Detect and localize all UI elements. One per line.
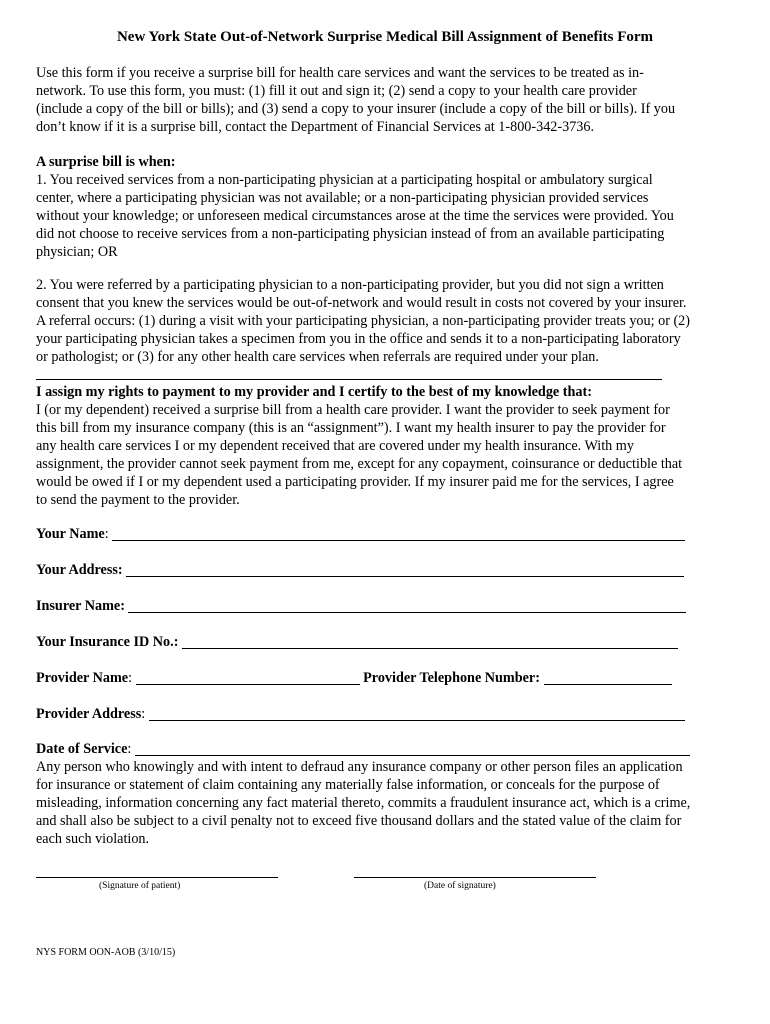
case2-line: 2. You were referred by a participating physician to a non-participating provider, but you did not sign a written [36, 277, 664, 293]
signature-caption: (Signature of patient) [99, 881, 181, 891]
section-divider [36, 379, 662, 380]
fraud-line: and shall also be subject to a civil penalty not to exceed five thousand dollars and the stated value of the claim for [36, 813, 682, 829]
date-of-service-input[interactable] [135, 741, 690, 756]
form-footer: NYS FORM OON-AOB (3/10/15) [36, 947, 176, 958]
case2-line: consent that you knew the services would be out-of-network and would result in costs not covered by your insurer. [36, 295, 687, 311]
fraud-line: Any person who knowingly and with intent to defraud any insurance company or other person files an application [36, 759, 683, 775]
case2-line: A referral occurs: (1) during a visit with your participating physician, a non-participating provider treats you; or (2) [36, 313, 691, 329]
date-of-service-label: Date of Service [36, 741, 128, 757]
case2-line: your participating physician takes a specimen from you in the office and sends it to a non-participating laboratory [36, 331, 681, 347]
insurer-name-field [36, 597, 686, 615]
provider-name-input[interactable] [136, 670, 360, 685]
your-name-label: Your Name [36, 526, 105, 542]
intro-line: network. To use this form, you must: (1) fill it out and sign it; (2) send a copy to your health care provider [36, 83, 637, 99]
date-of-service-field: Date of Service : [36, 740, 690, 758]
assignment-line: would be owed if I or my dependent used a participating provider. If my insurer paid me for the services, I agree [36, 474, 674, 490]
your-address-field [36, 561, 684, 579]
fraud-line: each such violation. [36, 831, 150, 847]
provider-address-field: Provider Address : [36, 705, 685, 723]
assignment-line: this bill from my insurance company (this is an “assignment”). I want my health insurer to pay the provider for [36, 420, 666, 436]
intro-paragraph [36, 64, 736, 136]
intro-line: Use this form if you receive a surprise bill for health care services and want the services to be treated as in- [36, 65, 644, 81]
insurance-id-input[interactable] [182, 634, 678, 649]
case1-line: center, where a participating physician was not available; or a non-participating physician provided services [36, 190, 649, 206]
provider-phone-label: Provider Telephone Number: [363, 670, 540, 686]
assignment-heading: I assign my rights to payment to my provider and I certify to the best of my knowledge that: [36, 384, 592, 400]
fraud-warning [36, 758, 736, 848]
fraud-line: misleading, information concerning any fact material thereto, commits a fraudulent insurance act, which is a crime, [36, 795, 691, 811]
signature-line[interactable] [36, 877, 278, 878]
case2-paragraph [36, 276, 736, 366]
provider-phone-input[interactable] [544, 670, 672, 685]
assignment-line: I (or my dependent) received a surprise bill from a health care provider. I want the provider to seek payment for [36, 402, 670, 418]
case1-line: physician; OR [36, 244, 118, 260]
surprise-heading: A surprise bill is when: [36, 154, 176, 170]
your-name-field: Your Name : [36, 525, 685, 543]
assignment-line: assignment, the provider cannot seek payment from me, except for any copayment, coinsurance or deductible that [36, 456, 683, 472]
form-title: New York State Out-of-Network Surprise Medical Bill Assignment of Benefits Form [116, 29, 654, 45]
signature-date-line[interactable] [354, 877, 596, 878]
provider-name-label: Provider Name [36, 670, 129, 686]
insurance-id-field [36, 633, 678, 651]
insurer-name-label: Insurer Name: [36, 598, 125, 614]
surprise-bill-definition [36, 153, 736, 261]
provider-info-row: Provider Name : Provider Telephone Number: [36, 669, 672, 687]
assignment-section [36, 383, 736, 509]
fraud-line: for insurance or statement of claim containing any materially false information, or conceals for the purpose of [36, 777, 660, 793]
assignment-line: any health care services I or my dependent received that are covered under my health insurance. With my [36, 438, 634, 454]
assignment-line: to send the payment to the provider. [36, 492, 240, 508]
insurance-id-label: Your Insurance ID No.: [36, 634, 179, 650]
signature-date-caption: (Date of signature) [424, 881, 496, 891]
intro-line: (include a copy of the bill or bills); and (3) send a copy to your insurer (include a copy of the bill or bills). If you [36, 101, 676, 117]
provider-address-label: Provider Address [36, 706, 142, 722]
case1-line: did not choose to receive services from a non-participating physician instead of from an available participating [36, 226, 665, 242]
your-address-input[interactable] [126, 562, 684, 577]
insurer-name-input[interactable] [128, 598, 686, 613]
your-name-input[interactable] [112, 526, 685, 541]
case1-line: 1. You received services from a non-participating physician at a participating hospital or ambulatory surgical [36, 172, 653, 188]
provider-address-input[interactable] [149, 706, 685, 721]
case2-line: or pathologist; or (3) for any other health care services when referrals are required under your plan. [36, 349, 599, 365]
your-address-label: Your Address: [36, 562, 123, 578]
case1-line: without your knowledge; or unforeseen medical circumstances arose at the time the services were provided. You [36, 208, 674, 224]
intro-line: don’t know if it is a surprise bill, contact the Department of Financial Services at 1-800-342-3736. [36, 119, 595, 135]
